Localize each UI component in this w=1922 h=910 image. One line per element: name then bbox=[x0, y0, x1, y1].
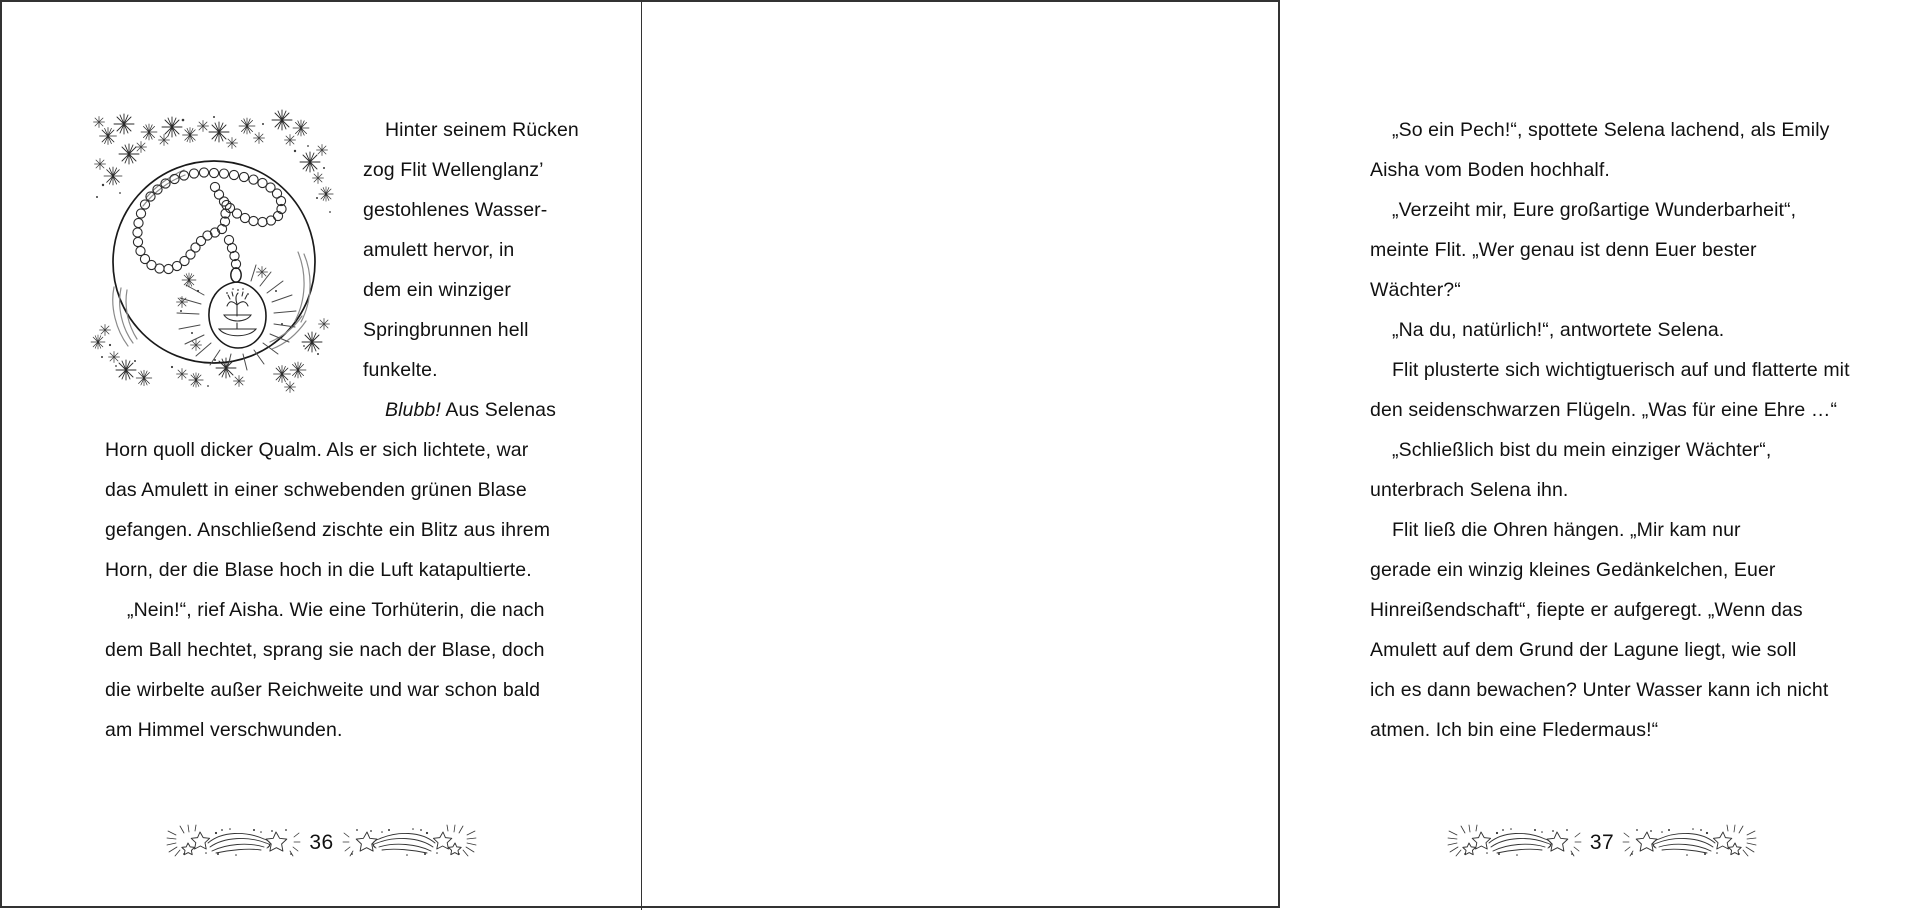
text-line: amulett hervor, in bbox=[363, 239, 515, 261]
shooting-star-ornament bbox=[343, 821, 479, 864]
text-line: Flit plusterte sich wichtigtuerisch auf und flatterte mit bbox=[1392, 359, 1850, 381]
text-line: dem Ball hechtet, sprang sie nach der Blase, doch bbox=[105, 639, 545, 661]
text-line: Springbrunnen hell bbox=[363, 319, 529, 341]
right-page bbox=[642, 2, 1850, 910]
text-line: gefangen. Anschließend zischte ein Blitz aus ihrem bbox=[105, 519, 551, 541]
shooting-star-ornament bbox=[164, 821, 300, 864]
text-line: Hinter seinem Rücken bbox=[385, 119, 579, 141]
text-line: den seidenschwarzen Flügeln. „Was für eine Ehre …“ bbox=[1370, 399, 1838, 421]
text-line: die wirbelte außer Reichweite und war schon bald bbox=[105, 679, 541, 701]
left-page-footer bbox=[2, 818, 641, 866]
text-line: Blubb! Aus Selenas bbox=[385, 399, 556, 421]
text-line: „Na du, natürlich!“, antwortete Selena. bbox=[1392, 319, 1725, 341]
text-line: ich es dann bewachen? Unter Wasser kann ich nicht bbox=[1370, 679, 1829, 701]
text-line: das Amulett in einer schwebenden grünen Blase bbox=[105, 479, 527, 501]
text-line: „Schließlich bist du mein einziger Wächter“, bbox=[1392, 439, 1772, 461]
text-line: meinte Flit. „Wer genau ist denn Euer bester bbox=[1370, 239, 1757, 261]
shooting-star-ornament bbox=[1623, 821, 1759, 864]
text-line: atmen. Ich bin eine Fledermaus!“ bbox=[1370, 719, 1659, 741]
left-page bbox=[2, 2, 641, 910]
text-line: gerade ein winzig kleines Gedänkelchen, Euer bbox=[1370, 559, 1776, 581]
right-page-text bbox=[1370, 110, 1850, 750]
left-page-text bbox=[105, 110, 579, 750]
shooting-star-ornament bbox=[1445, 821, 1581, 864]
text-line: dem ein winziger bbox=[363, 279, 511, 301]
text-line: Amulett auf dem Grund der Lagune liegt, wie soll bbox=[1370, 639, 1797, 661]
text-line: zog Flit Wellenglanz’ bbox=[363, 159, 544, 181]
text-line: Wächter?“ bbox=[1370, 279, 1461, 301]
text-line: gestohlenes Wasser- bbox=[363, 199, 548, 221]
text-line: am Himmel verschwunden. bbox=[105, 719, 343, 741]
text-line: „So ein Pech!“, spottete Selena lachend, als Emily bbox=[1392, 119, 1830, 141]
text-line: Flit ließ die Ohren hängen. „Mir kam nur bbox=[1392, 519, 1741, 541]
text-line: Horn, der die Blase hoch in die Luft katapultierte. bbox=[105, 559, 532, 581]
text-line: unterbrach Selena ihn. bbox=[1370, 479, 1569, 501]
emphasis-text: Blubb! bbox=[385, 399, 441, 421]
page-number: 37 bbox=[1589, 830, 1615, 854]
text-line: „Verzeiht mir, Eure großartige Wunderbarheit“, bbox=[1392, 199, 1797, 221]
text-line: Horn quoll dicker Qualm. Als er sich lichtete, war bbox=[105, 439, 529, 461]
page-number: 36 bbox=[309, 830, 334, 854]
text-line: „Nein!“, rief Aisha. Wie eine Torhüterin, die nach bbox=[127, 599, 545, 621]
text-line: Aisha vom Boden hochhalf. bbox=[1370, 159, 1610, 181]
text-line: funkelte. bbox=[363, 359, 438, 381]
text-line: Hinreißendschaft“, fiepte er aufgeregt. „Wenn das bbox=[1370, 599, 1803, 621]
right-page-footer bbox=[1282, 818, 1922, 866]
